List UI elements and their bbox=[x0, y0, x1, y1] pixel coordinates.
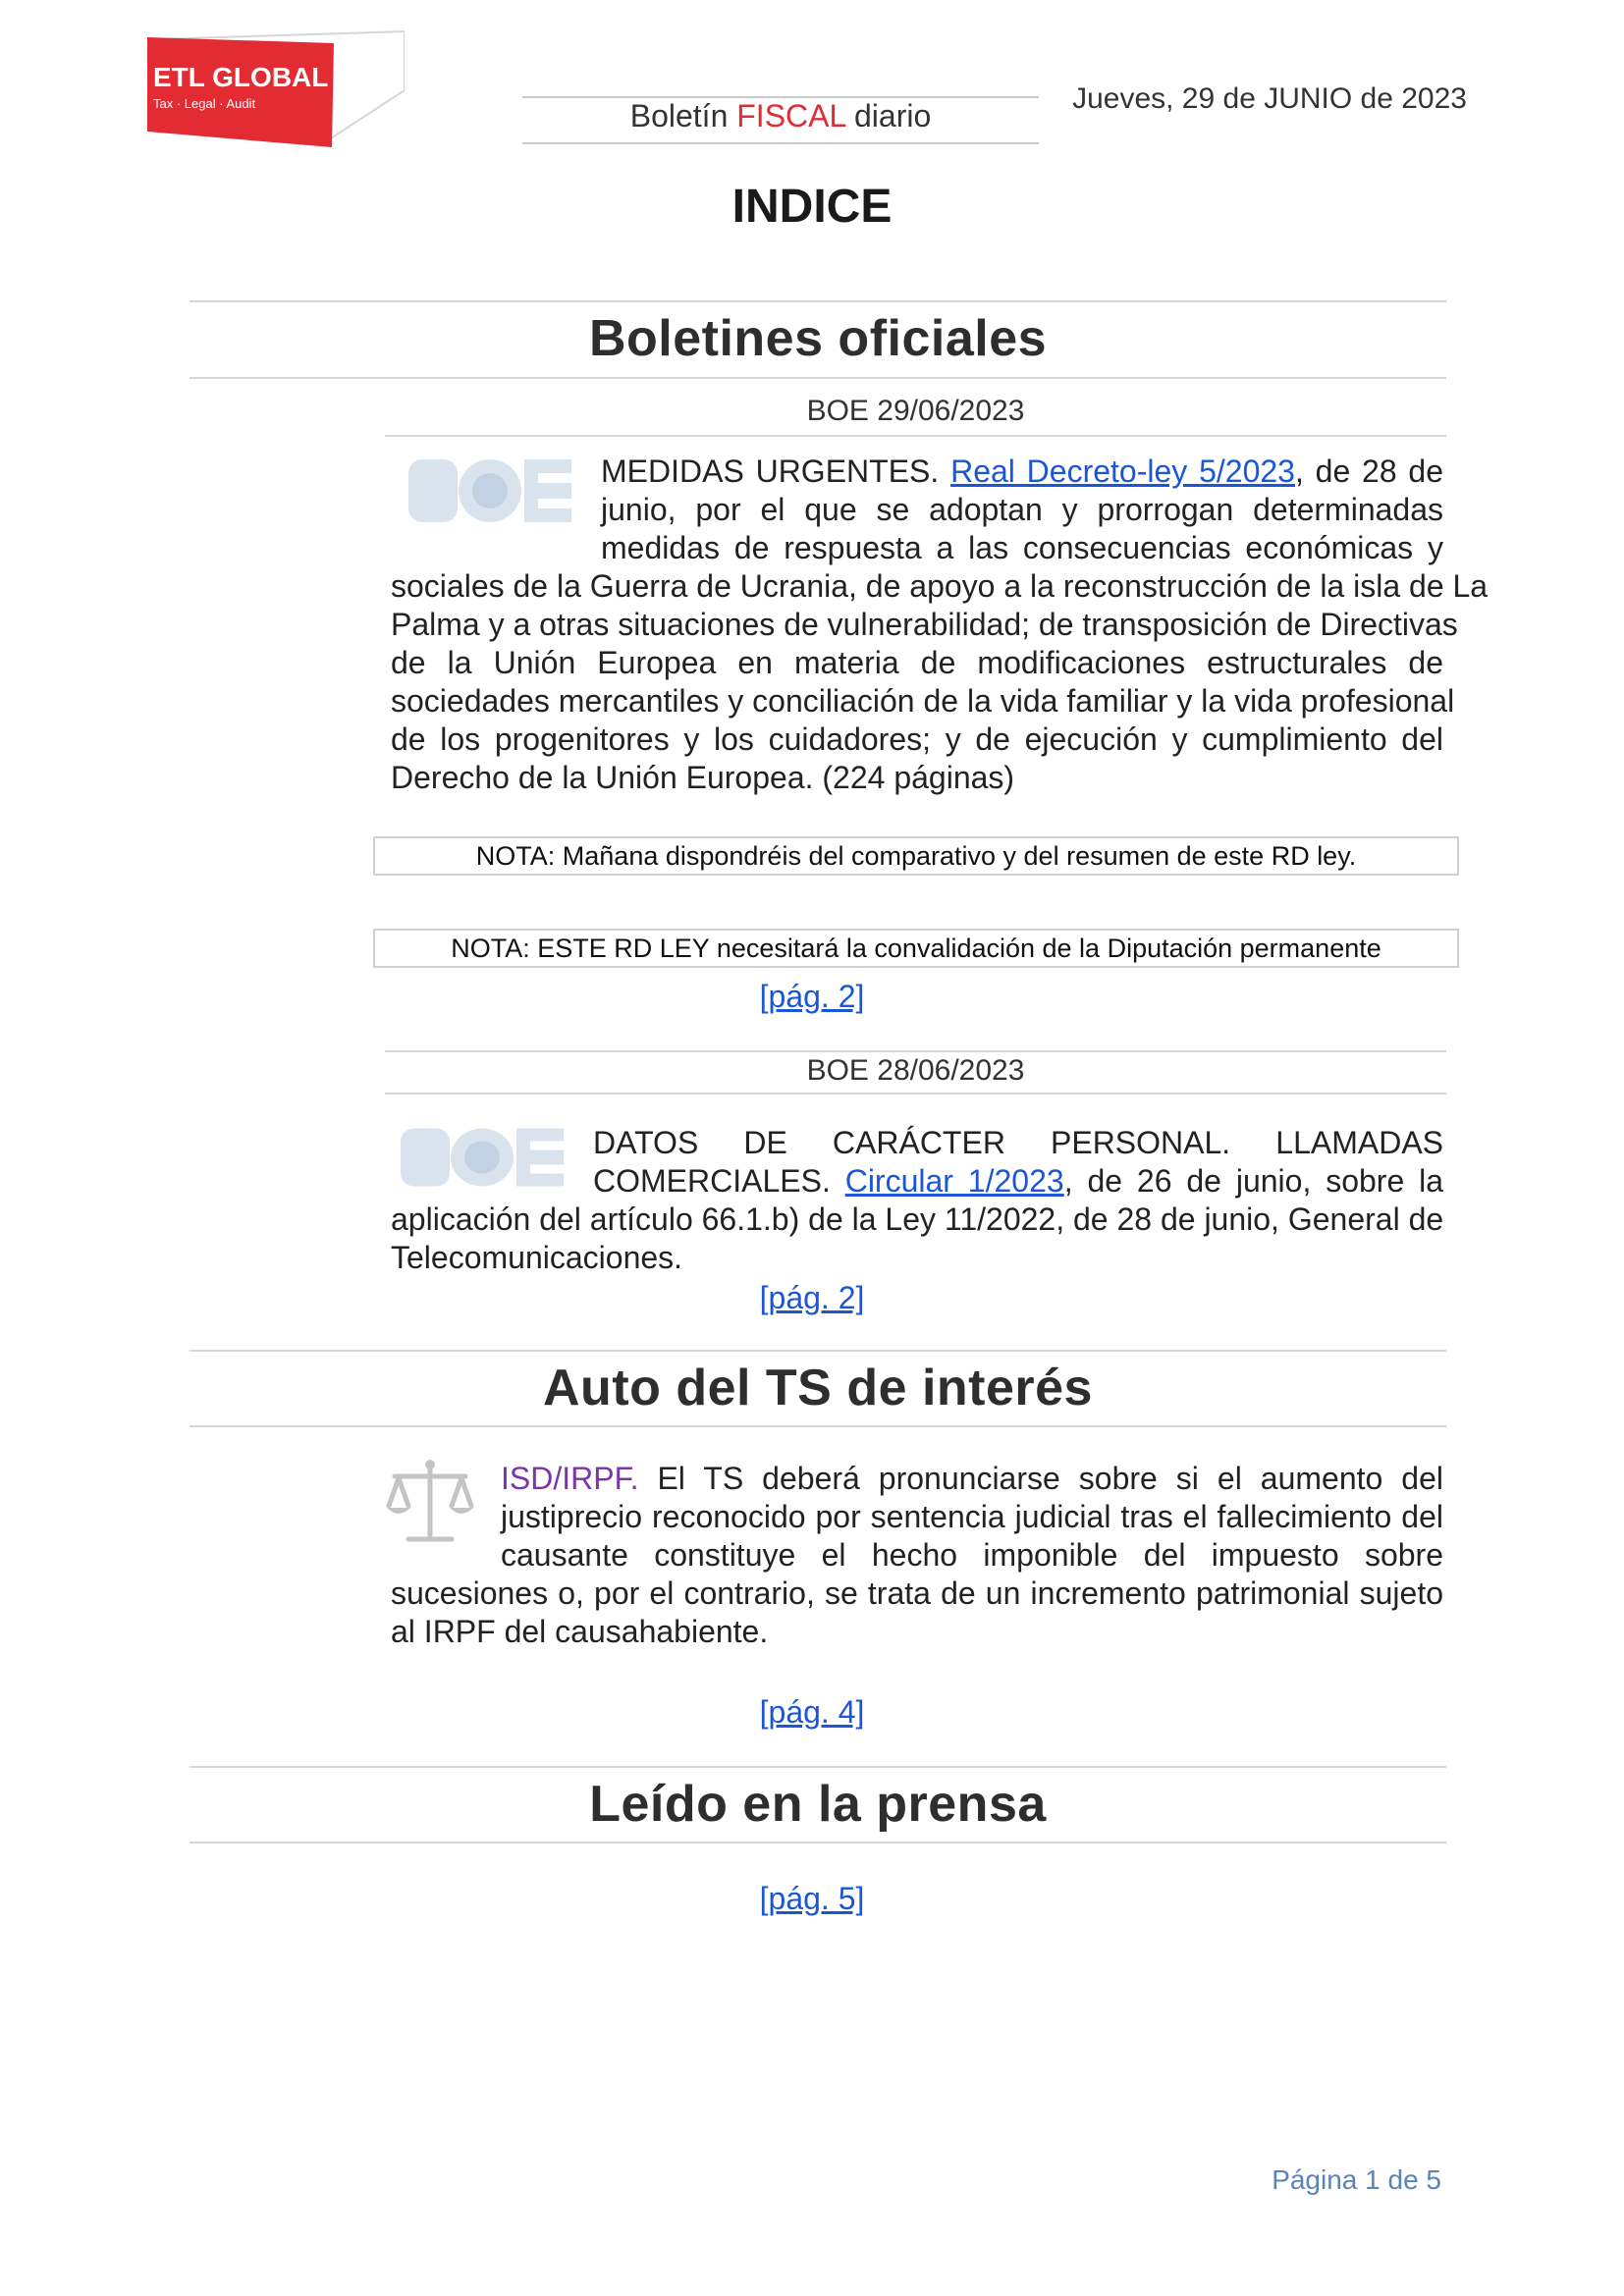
note-box-1: NOTA: Mañana dispondréis del comparativo y del resumen de este RD ley. bbox=[373, 836, 1459, 876]
auto-line4: sucesiones o, por el contrario, se trata de un incremento patrimonial sujeto bbox=[391, 1575, 1443, 1611]
page-link-2b[interactable]: [pág. 2] bbox=[759, 1280, 865, 1315]
entry1-line6: de la Unión Europea en materia de modificaciones estructurales de bbox=[391, 645, 1443, 680]
note-box-2: NOTA: ESTE RD LEY necesitará la convalidación de la Diputación permanente bbox=[373, 929, 1459, 968]
entry1-line5: Palma y a otras situaciones de vulnerabilidad; de transposición de Directivas bbox=[391, 607, 1458, 642]
section-title-boletines: Boletines oficiales bbox=[588, 310, 1048, 367]
entry1-line8: de los progenitores y los cuidadores; y de ejecución y cumplimiento del bbox=[391, 721, 1443, 757]
page-link-4[interactable]: [pág. 4] bbox=[759, 1694, 865, 1730]
page-link-5[interactable]: [pág. 5] bbox=[759, 1881, 865, 1916]
bulletin-date: Jueves, 29 de JUNIO de 2023 bbox=[1072, 82, 1467, 115]
page-link-prensa bbox=[0, 1881, 1624, 1917]
boe-date-1: BOE 29/06/2023 bbox=[806, 395, 1025, 427]
auto-line5: al IRPF del causahabiente. bbox=[391, 1614, 769, 1649]
page-number: Página 1 de 5 bbox=[1272, 2164, 1441, 2195]
section-title-auto: Auto del TS de interés bbox=[543, 1360, 1093, 1416]
etl-global-logo bbox=[147, 29, 405, 147]
isd-irpf-label: ISD/IRPF. bbox=[501, 1461, 639, 1496]
section-rule bbox=[189, 1842, 1446, 1843]
page-link-entry1 bbox=[0, 979, 1624, 1015]
entry1-line2: junio, por el que se adoptan y prorrogan determinadas bbox=[601, 492, 1443, 527]
page-link-2a[interactable]: [pág. 2] bbox=[759, 979, 865, 1014]
auto-line3: causante constituye el hecho imponible del impuesto sobre bbox=[501, 1537, 1443, 1573]
entry2-line3: aplicación del artículo 66.1.b) de la Ley 11/2022, de 28 de junio, General de bbox=[391, 1201, 1444, 1237]
entry1-line9: Derecho de la Unión Europea. (224 páginas) bbox=[391, 760, 1015, 795]
scales-icon bbox=[383, 1457, 477, 1547]
circular-link[interactable]: Circular 1/2023 bbox=[844, 1163, 1064, 1199]
boe-logo-icon bbox=[399, 1123, 566, 1192]
section-rule bbox=[189, 1766, 1446, 1768]
entry1-line4: sociales de la Guerra de Ucrania, de apoyo a la reconstrucción de la isla de La bbox=[391, 568, 1489, 604]
entry2-line2: COMERCIALES. Circular 1/2023, de 26 de junio, sobre la bbox=[593, 1163, 1444, 1199]
entry1-line3: medidas de respuesta a las consecuencias económicas y bbox=[601, 530, 1443, 565]
boe-date-rule bbox=[385, 435, 1446, 437]
header-rule-bottom bbox=[522, 142, 1039, 144]
page-link-auto bbox=[0, 1694, 1624, 1731]
boe-date-rule bbox=[385, 1050, 1446, 1052]
logo-text: ETL GLOBAL bbox=[153, 62, 329, 92]
section-rule bbox=[189, 1425, 1446, 1427]
entry1-line1: MEDIDAS URGENTES. Real Decreto-ley 5/2023, de 28 de bbox=[601, 454, 1444, 489]
entry1-line7: sociedades mercantiles y conciliación de la vida familiar y la vida profesional bbox=[391, 683, 1455, 719]
entry2-line1: DATOS DE CARÁCTER PERSONAL. LLAMADAS bbox=[593, 1125, 1443, 1160]
boe-date-2: BOE 28/06/2023 bbox=[806, 1054, 1025, 1087]
logo-subtext: Tax · Legal · Audit bbox=[153, 96, 256, 111]
page-link-entry2 bbox=[0, 1280, 1624, 1316]
bulletin-title: Boletín FISCAL diario bbox=[629, 98, 932, 133]
boe-date-rule bbox=[385, 1093, 1446, 1095]
section-rule bbox=[189, 1350, 1446, 1352]
section-title-prensa: Leído en la prensa bbox=[589, 1776, 1047, 1833]
entry2-line4: Telecomunicaciones. bbox=[391, 1240, 683, 1275]
auto-line2: justiprecio reconocido por sentencia judicial tras el fallecimiento del bbox=[501, 1499, 1443, 1534]
index-title: INDICE bbox=[731, 181, 893, 233]
section-rule bbox=[189, 300, 1446, 302]
boe-logo-icon bbox=[406, 454, 573, 528]
real-decreto-ley-link[interactable]: Real Decreto-ley 5/2023 bbox=[950, 454, 1295, 489]
section-rule bbox=[189, 377, 1446, 379]
auto-line1: ISD/IRPF. El TS deberá pronunciarse sobre si el aumento del bbox=[501, 1461, 1443, 1496]
